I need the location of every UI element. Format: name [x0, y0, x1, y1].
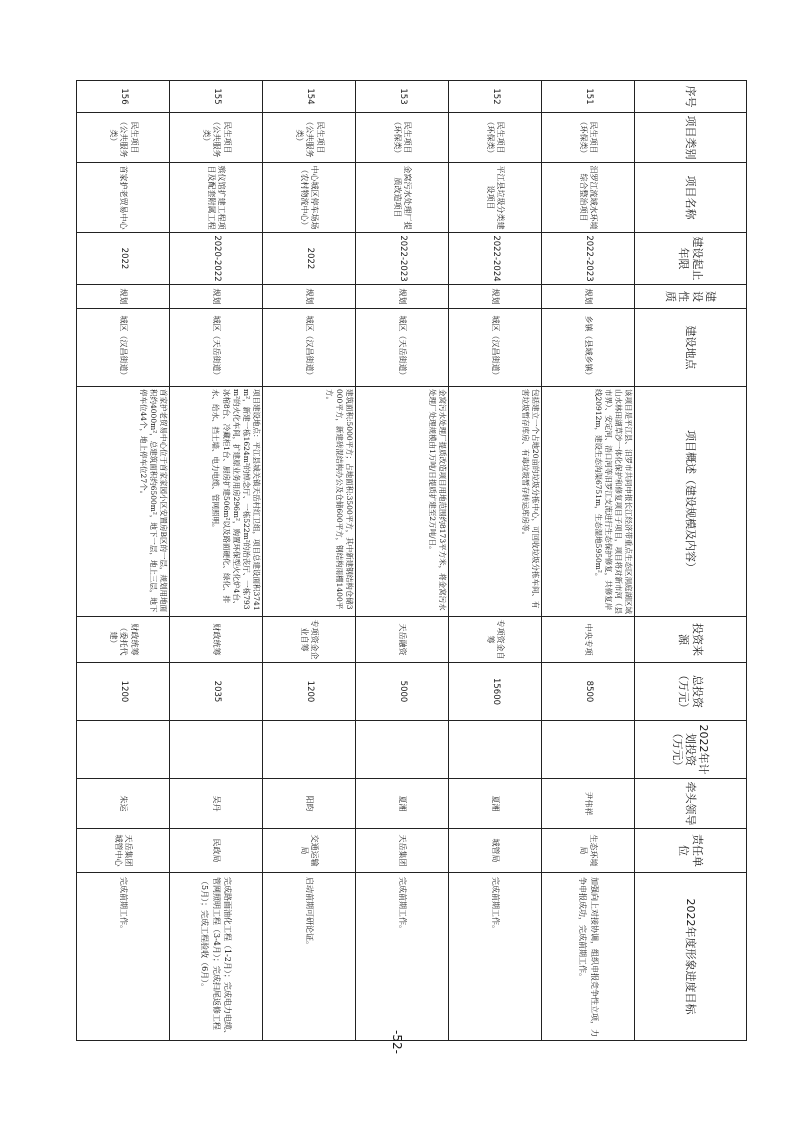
cell-seq: 153	[356, 81, 449, 113]
cell-name: 平江县垃圾分类建设项目	[449, 163, 542, 233]
cell-summary: 建筑面积:5000平方；占地面积:3500平方，其中新建钢结构仓储3000平方，新建砖混结构办公及仓储600平方，钢结构雨棚1400平方。	[263, 387, 356, 617]
cell-name: 中心城区停车场场（农村物流中心）	[263, 163, 356, 233]
rotated-table-container	[77, 80, 747, 1040]
cell-leader: 吴丹	[170, 779, 263, 829]
cell-leader: 夏湘	[356, 779, 449, 829]
cell-plan2022	[542, 721, 635, 779]
cell-source: 财政统筹	[170, 617, 263, 663]
cell-location: 乡镇（县域乡镇）	[542, 309, 635, 387]
cell-seq: 154	[263, 81, 356, 113]
cell-unit: 生态环境局	[542, 829, 635, 873]
table-row	[263, 81, 356, 1041]
cell-nature: 规划	[170, 285, 263, 309]
cell-name: 汨罗江流域水环境综合整治项目	[542, 163, 635, 233]
cell-location: 城区（天岳街道）	[356, 309, 449, 387]
header-leader: 牵头领导	[635, 779, 747, 829]
cell-location: 城区（天岳街道）	[170, 309, 263, 387]
cell-seq: 156	[77, 81, 170, 113]
page-number: -52-	[389, 1030, 404, 1054]
page-number-wrap	[0, 1030, 793, 1054]
header-category: 项目类别	[635, 113, 747, 163]
cell-plan2022	[170, 721, 263, 779]
header-seq: 序号	[635, 81, 747, 113]
header-source: 投资来源	[635, 617, 747, 663]
cell-source: 财政统筹（委托代建）	[77, 617, 170, 663]
cell-category: 民生项目（环保类）	[449, 113, 542, 163]
cell-seq: 152	[449, 81, 542, 113]
table-row	[356, 81, 449, 1041]
table-row	[170, 81, 263, 1041]
cell-total: 15600	[449, 663, 542, 721]
cell-years: 2022-2023	[356, 233, 449, 285]
table-row	[542, 81, 635, 1041]
cell-years: 2022	[77, 233, 170, 285]
cell-summary: 包括建立一个占地20亩的垃圾分拣中心，可回收垃圾分拣车间、有害垃圾暂存库房、有毒垃圾暂存转运库房等。	[449, 387, 542, 617]
header-location: 建设地点	[635, 309, 747, 387]
header-target: 2022年度形象进度目标	[635, 873, 747, 1041]
table-row	[77, 81, 170, 1041]
header-total: 总投资（万元）	[635, 663, 747, 721]
cell-category: 民生项目（公共服务类）	[170, 113, 263, 163]
cell-leader: 夏湘	[449, 779, 542, 829]
cell-name: 殡仪馆扩建工程项目及配套附属工程	[170, 163, 263, 233]
cell-leader: 尹伟祥	[542, 779, 635, 829]
cell-source: 专项资金企业自筹	[263, 617, 356, 663]
header-plan2022: 2022年计划投资（万元）	[635, 721, 747, 779]
cell-summary: 该项目是平江县、汨罗市共同申报长江经济带重点生态区洞庭湖区域山水林田湖草沙一体化保护和修复项目子项目，项目将对新市河（县市界）、安定河、浯口河等汨罗江支流进行生态保护修复，共修复岸线20912m，建设生态沟渠6751m，生态湿地5950m²。	[542, 387, 635, 617]
cell-nature: 规划	[77, 285, 170, 309]
header-row	[635, 81, 747, 1041]
cell-source: 专项资金自筹	[449, 617, 542, 663]
cell-plan2022	[263, 721, 356, 779]
header-summary: 项目概述（建设规模及内容）	[635, 387, 747, 617]
cell-target: 完成前期工作。	[356, 873, 449, 1041]
cell-total: 8500	[542, 663, 635, 721]
project-table	[76, 80, 747, 1041]
cell-years: 2022-2024	[449, 233, 542, 285]
cell-nature: 规划	[449, 285, 542, 309]
cell-seq: 155	[170, 81, 263, 113]
cell-target: 完成路面油化工程（1-2月）；完成电力电缆、管网照明工程（3-4月）；完成扫尾返修工程（5月）；完成工程验收（6月）。	[170, 873, 263, 1041]
cell-years: 2022-2023	[542, 233, 635, 285]
cell-category: 民生项目（公共服务类）	[263, 113, 356, 163]
cell-summary: 首家护老贸易中心位于首家家园小区安置房B区的一层，规划用地面积约4000m²，总建筑面积约6500m²，地下一层，地上三层，地下停车位44个，地上停车位27个。	[77, 387, 170, 617]
cell-target: 启动前期可研论证。	[263, 873, 356, 1041]
cell-target: 完成前期工作。	[449, 873, 542, 1041]
cell-nature: 规划	[263, 285, 356, 309]
cell-category: 民生项目（环保类）	[356, 113, 449, 163]
cell-nature: 规划	[542, 285, 635, 309]
header-years: 建设起止年限	[635, 233, 747, 285]
cell-target: 加强向上对接协调，组织申报竞争性立项，力争申报成功，完成前期工作。	[542, 873, 635, 1041]
cell-name: 首家护老贸易中心	[77, 163, 170, 233]
cell-total: 5000	[356, 663, 449, 721]
cell-summary: 金窝污水处理厂提质改造项目用地范围约8173平方米，将金窝污水处理厂处理规模由1万吨/日提质扩建至2万吨/日。	[356, 387, 449, 617]
cell-seq: 151	[542, 81, 635, 113]
header-name: 项目名称	[635, 163, 747, 233]
header-nature: 建设性质	[635, 285, 747, 309]
header-unit: 责任单位	[635, 829, 747, 873]
cell-leader: 阳昀	[263, 779, 356, 829]
cell-years: 2020-2022	[170, 233, 263, 285]
cell-location: 城区（汉昌街道）	[263, 309, 356, 387]
cell-unit: 天岳集团城管中心	[77, 829, 170, 873]
cell-target: 完成前期工作。	[77, 873, 170, 1041]
cell-location: 城区（汉昌街道）	[449, 309, 542, 387]
cell-nature: 规划	[356, 285, 449, 309]
cell-unit: 交通运输局	[263, 829, 356, 873]
cell-leader: 朱运	[77, 779, 170, 829]
cell-total: 2035	[170, 663, 263, 721]
cell-unit: 城管局	[449, 829, 542, 873]
cell-years: 2022	[263, 233, 356, 285]
cell-unit: 天岳集团	[356, 829, 449, 873]
cell-category: 民生项目（环保类）	[542, 113, 635, 163]
table-row	[449, 81, 542, 1041]
cell-unit: 民政局	[170, 829, 263, 873]
cell-plan2022	[449, 721, 542, 779]
cell-source: 天岳融资	[356, 617, 449, 663]
cell-plan2022	[77, 721, 170, 779]
cell-location: 城区（汉昌街道）	[77, 309, 170, 387]
cell-name: 金窝污水处理厂提质改造项目	[356, 163, 449, 233]
cell-total: 1200	[77, 663, 170, 721]
cell-plan2022	[356, 721, 449, 779]
cell-source: 中央专项	[542, 617, 635, 663]
cell-summary: 项目建设地点：平江县城关镇天岳村红卫组，项目总建设面积3741m²，新建一栋1624m²的悼念厅、一栋522m²的治丧厅、一栋793m²的火化车间，扩建原业务用房296m²，购置环保型火化炉4台、冰棺8台、冷藏柜1台、厨房扩建506m²以及路面硬化、绿化、排水、给水、挡土墙、电力电缆、管网照明。	[170, 387, 263, 617]
cell-category: 民生项目（公共服务类）	[77, 113, 170, 163]
cell-total: 1200	[263, 663, 356, 721]
